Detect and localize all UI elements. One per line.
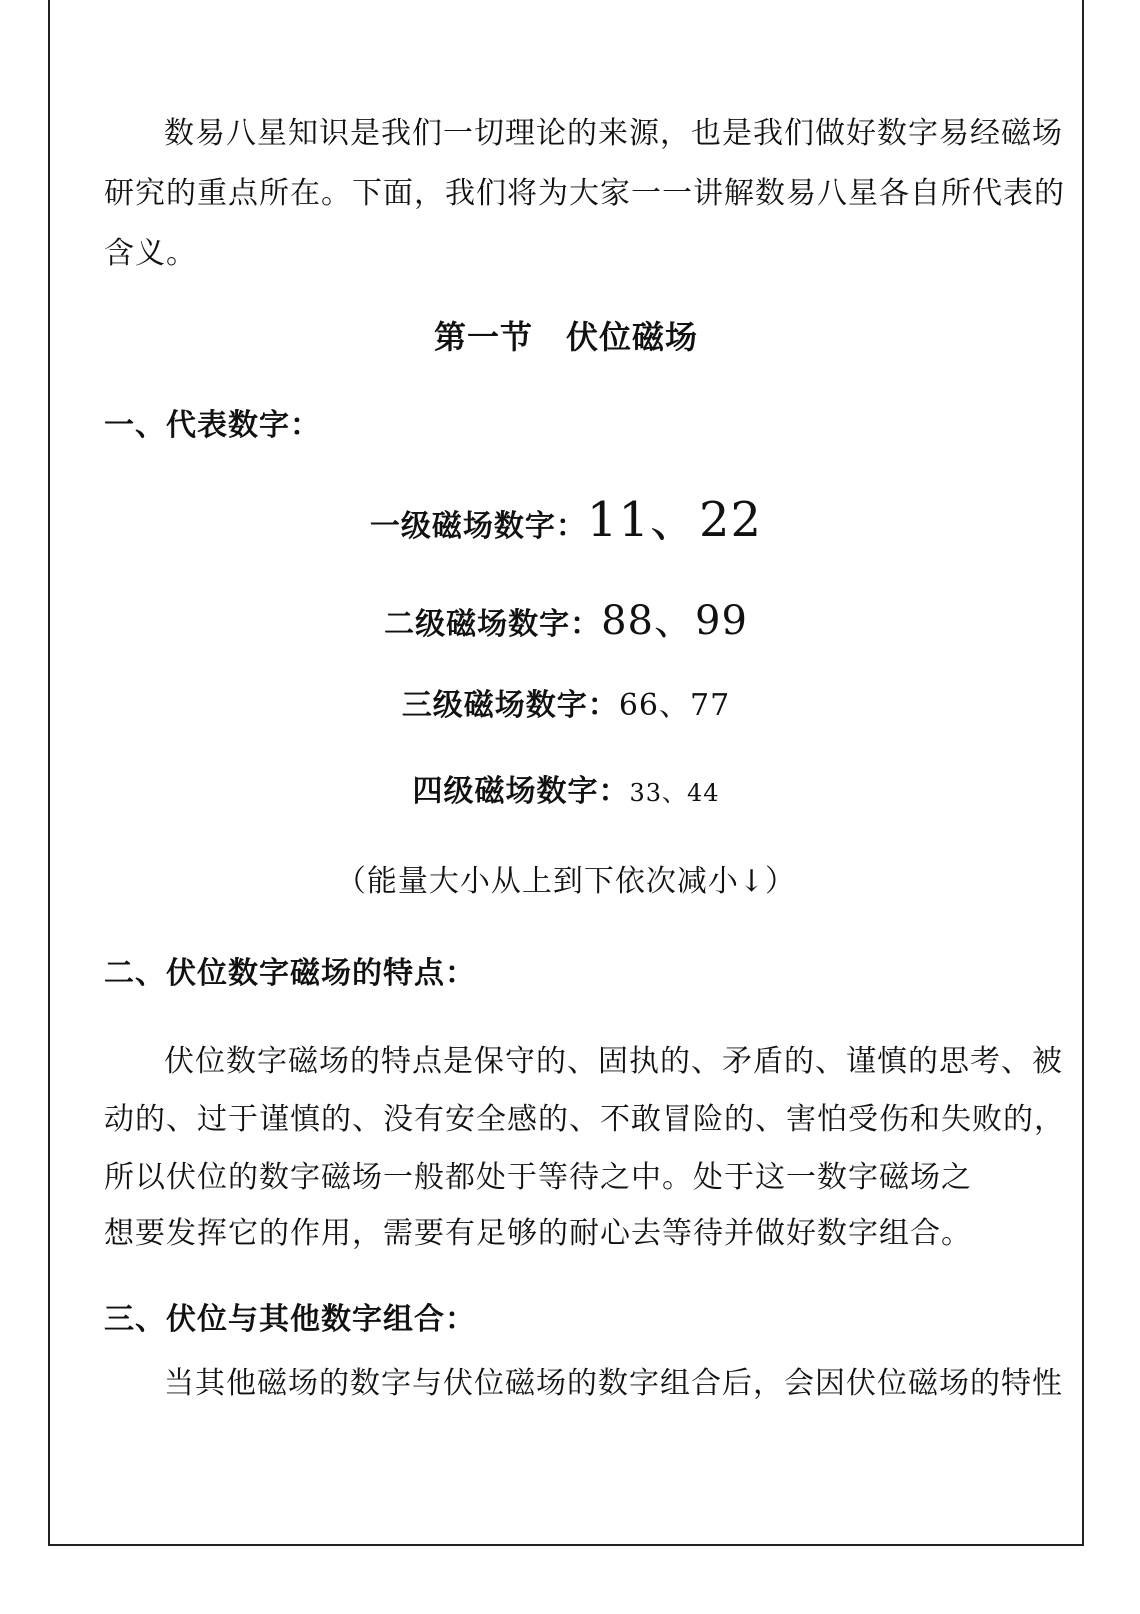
level-3-row [48,686,1084,726]
part2-line-1: 伏位数字磁场的特点是保守的、固执的、矛盾的、谨慎的思考、被 [164,1044,1063,1079]
level-3-numbers: 66、77 [618,688,731,723]
part3-line-1: 当其他磁场的数字与伏位磁场的数字组合后，会因伏位磁场的特性 [164,1366,1063,1401]
section-title: 第一节 伏位磁场 [433,318,698,356]
level-4-row [48,772,1084,813]
part2-line-3: 所以伏位的数字磁场一般都处于等待之中。处于这一数字磁场之 [104,1160,972,1195]
level-4-label: 四级磁场数字： [412,774,630,809]
level-2-numbers: 88、99 [601,598,748,644]
part2-line-2: 动的、过于谨慎的、没有安全感的、不敢冒险的、害怕受伤和失败的， [104,1102,1065,1137]
intro-line-3: 含义。 [104,236,197,271]
intro-line-2: 研究的重点所在。下面，我们将为大家一一讲解数易八星各自所代表的 [104,176,1065,211]
level-1-row [48,490,1084,557]
level-3-label: 三级磁场数字： [401,688,619,723]
part3-heading: 三、伏位与其他数字组合： [104,1302,476,1337]
level-2-label: 二级磁场数字： [384,607,602,642]
intro-line-1: 数易八星知识是我们一切理论的来源，也是我们做好数字易经磁场 [164,116,1063,151]
energy-note: （能量大小从上到下依次减小↓） [335,864,797,899]
part2-line-4: 想要发挥它的作用，需要有足够的耐心去等待并做好数字组合。 [104,1216,972,1251]
part1-heading: 一、代表数字： [104,408,321,443]
level-2-row [48,596,1084,650]
level-1-label: 一级磁场数字： [369,509,587,544]
part2-heading: 二、伏位数字磁场的特点： [104,956,476,991]
level-4-numbers: 33、44 [629,779,720,807]
level-1-numbers: 11、22 [586,492,763,548]
